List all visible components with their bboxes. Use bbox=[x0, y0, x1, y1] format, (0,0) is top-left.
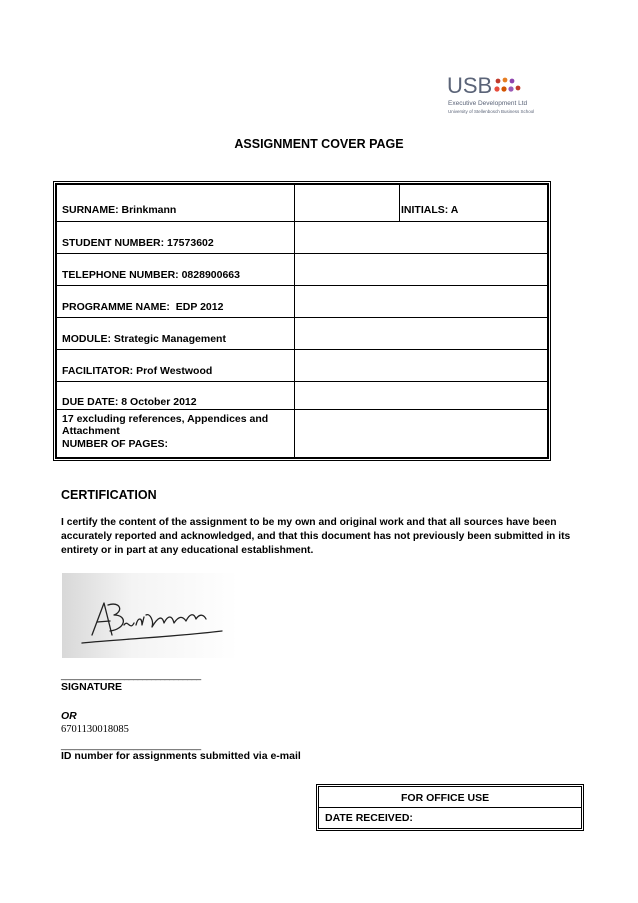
student-number-field: STUDENT NUMBER: 17573602 bbox=[62, 237, 214, 249]
date-received-label: DATE RECEIVED: bbox=[325, 812, 413, 824]
pages-value: 17 excluding references, Appendices and Attachment bbox=[62, 413, 269, 437]
pages-row bbox=[57, 409, 547, 457]
pages-label: NUMBER OF PAGES: bbox=[62, 438, 168, 450]
id-number-label: ID number for assignments submitted via e-mail bbox=[61, 750, 301, 762]
programme-field: PROGRAMME NAME: EDP 2012 bbox=[62, 301, 224, 313]
usb-logo bbox=[447, 73, 567, 123]
student-info-box bbox=[55, 183, 549, 459]
or-label: OR bbox=[61, 710, 77, 722]
office-use-header bbox=[319, 787, 581, 807]
id-line: _______________________________ bbox=[61, 740, 201, 750]
facilitator-row bbox=[57, 349, 547, 381]
due-date-field: DUE DATE: 8 October 2012 bbox=[62, 396, 197, 408]
date-received-row bbox=[319, 807, 581, 829]
due-date-row bbox=[57, 381, 547, 409]
surname-row bbox=[57, 185, 547, 221]
facilitator-field: FACILITATOR: Prof Westwood bbox=[62, 365, 213, 377]
telephone-row bbox=[57, 253, 547, 285]
page-title: ASSIGNMENT COVER PAGE bbox=[234, 137, 404, 151]
logo-subtitle-small: University of Stellenbosch Business School bbox=[448, 109, 535, 114]
signature-image bbox=[62, 573, 238, 658]
certification-text: I certify the content of the assignment to be my own and original work and that all sources have been accurately reported and acknowledged, and that this document has not previously been submitted in its entirety or in part at any educational establishment. bbox=[61, 517, 571, 556]
student-number-row bbox=[57, 221, 547, 253]
office-use-heading: FOR OFFICE USE bbox=[401, 792, 490, 804]
certification-heading: CERTIFICATION bbox=[61, 488, 157, 502]
logo-subtitle: Executive Development Ltd bbox=[448, 100, 528, 107]
programme-row bbox=[57, 285, 547, 317]
id-number: 6701130018085 bbox=[61, 724, 129, 735]
surname-field: SURNAME: Brinkmann bbox=[62, 204, 177, 216]
signature-label: SIGNATURE bbox=[61, 681, 123, 693]
initials-field: INITIALS: A bbox=[401, 204, 459, 216]
logo-dots-icon bbox=[494, 77, 522, 97]
logo-brand: USB bbox=[447, 73, 493, 98]
module-field: MODULE: Strategic Management bbox=[62, 333, 226, 345]
signature-line: _______________________________ bbox=[61, 670, 201, 680]
telephone-field: TELEPHONE NUMBER: 0828900663 bbox=[62, 269, 240, 281]
office-use-box bbox=[318, 786, 582, 829]
module-row bbox=[57, 317, 547, 349]
